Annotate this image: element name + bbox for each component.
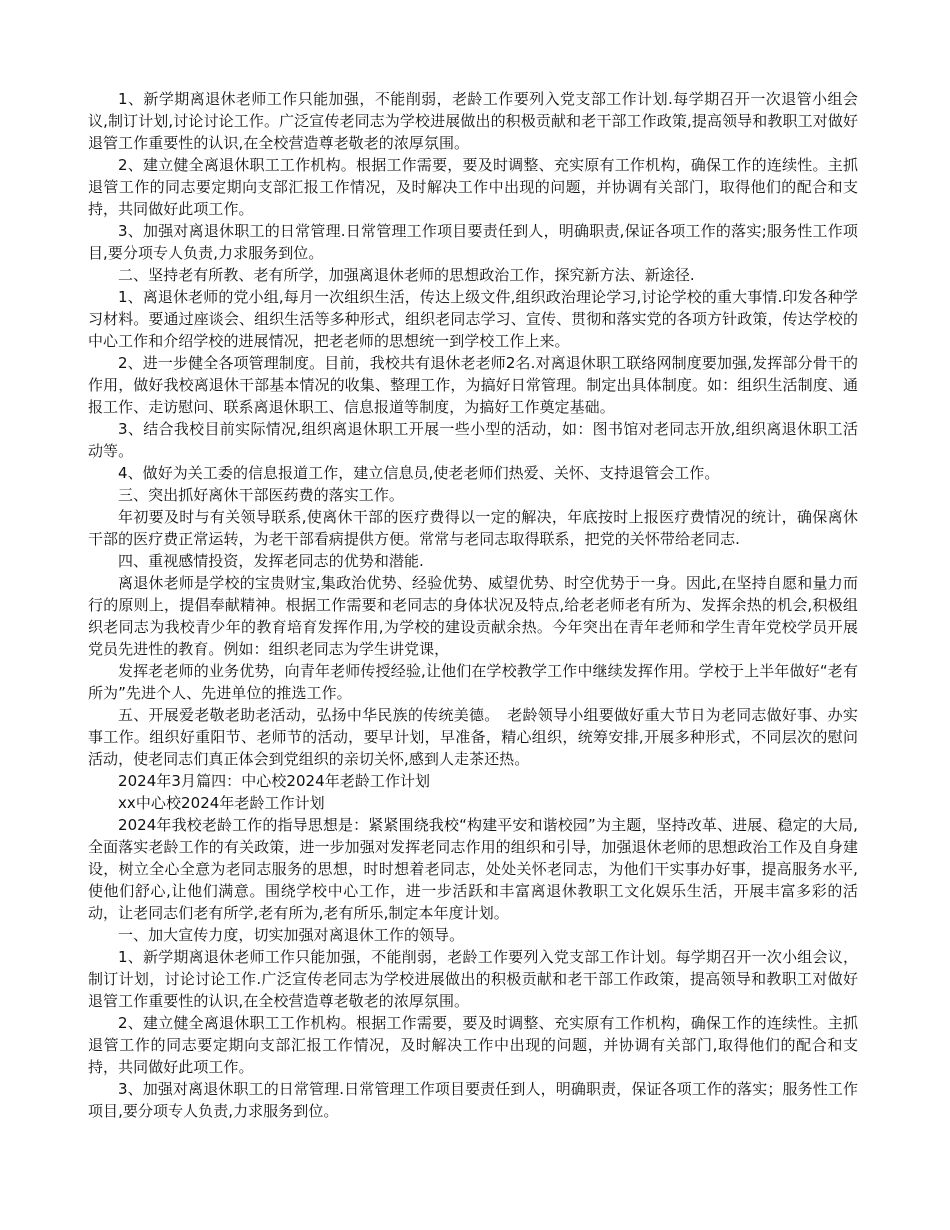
- paragraph-5: 1、离退休老师的党小组,每月一次组织生活，传达上级文件,组织政治理论学习,讨论学校的重大事情.印发各种学习材料。要通过座谈会、组织生活等多种形式，组织老同志学习、宣传、贯彻和落实党的各项方针政策，传达学校的中心工作和介绍学校的进展情况，把老老师的思想统一到学校工作上来。: [88, 288, 858, 350]
- paragraph-20: 2、建立健全离退休职工工作机构。根据工作需要，要及时调整、充实原有工作机构，确保工作的连续性。主抓退管工作的同志要定期向支部汇报工作情况，及时解决工作中出现的问题，并协调有关部门,取得他们的配合和支持，共同做好此项工作。: [88, 1014, 858, 1076]
- paragraph-14: 五、开展爱老敬老助老活动，弘扬中华民族的传统美德。 老龄领导小组要做好重大节日为老同志做好事、办实事工作。组织好重阳节、老师节的活动，要早计划，早准备，精心组织，统筹安排,开展多种形式，不同层次的慰问活动，使老同志们真正体会到党组织的亲切关怀,感到人走茶还热。: [88, 706, 858, 768]
- paragraph-12: 离退休老师是学校的宝贵财宝,集政治优势、经验优势、威望优势、时空优势于一身。因此,在坚持自愿和量力而行的原则上，提倡奉献精神。根据工作需要和老同志的身体状况及特点,给老老师老有所为、发挥余热的机会,积极组织老同志为我校青少年的教育培育发挥作用,为学校的建设贡献余热。今年突出在青年老师和学生青年党校学员开展党员先进性的教育。例如：组织老同志为学生讲党课，: [88, 574, 858, 658]
- section-heading-4: 四、重视感情投资，发挥老同志的优势和潜能.: [118, 552, 424, 570]
- paragraph-3: 3、加强对离退休职工的日常管理.日常管理工作项目要责任到人，明确职责,保证各项工作的落实;服务性工作项目,要分项专人负责,力求服务到位。: [88, 222, 858, 262]
- paragraph-21: 3、加强对离退休职工的日常管理.日常管理工作项目要责任到人，明确职责，保证各项工作的落实；服务性工作项目,要分项专人负责,力求服务到位。: [88, 1080, 858, 1120]
- paragraph-1: 1、新学期离退休老师工作只能加强，不能削弱，老龄工作要列入党支部工作计划.每学期召开一次退管小组会议,制订计划,讨论讨论工作。广泛宣传老同志为学校进展做出的积极贡献和老干部工作政策,提高领导和教职工对做好退管工作重要性的认识,在全校营造尊老敬老的浓厚氛围。: [88, 90, 858, 152]
- paragraph-13: 发挥老老师的业务优势，向青年老师传授经验,让他们在学校教学工作中继续发挥作用。学校于上半年做好“老有所为”先进个人、先进单位的推选工作。: [88, 662, 858, 702]
- paragraph-2: 2、建立健全离退休职工工作机构。根据工作需要，要及时调整、充实原有工作机构，确保工作的连续性。主抓退管工作的同志要定期向支部汇报工作情况，及时解决工作中出现的问题，并协调有关部门，取得他们的配合和支持，共同做好此项工作。: [88, 156, 858, 218]
- section-heading-2: 二、坚持老有所教、老有所学，加强离退休老师的思想政治工作，探究新方法、新途径.: [118, 266, 695, 284]
- paragraph-19: 1、新学期离退休老师工作只能加强，不能削弱，老龄工作要列入党支部工作计划。每学期召开一次小组会议，制订计划，讨论讨论工作.广泛宣传老同志为学校进展做出的积极贡献和老干部工作政策，提高领导和教职工对做好退管工作重要性的认识,在全校营造尊老敬老的浓厚氛围。: [88, 948, 858, 1010]
- paragraph-7: 3、结合我校目前实际情况,组织离退休职工开展一些小型的活动，如：图书馆对老同志开放,组织离退休职工活动等。: [88, 420, 858, 460]
- paragraph-6: 2、进一步健全各项管理制度。目前，我校共有退休老老师2名.对离退休职工联络网制度要加强,发挥部分骨干的作用，做好我校离退休干部基本情况的收集、整理工作，为搞好日常管理。制定出具体制度。如：组织生活制度、通报工作、走访慰问、联系离退休职工、信息报道等制度，为搞好工作奠定基础。: [88, 354, 858, 416]
- paragraph-17: 2024年我校老龄工作的指导思想是：紧紧围绕我校“构建平安和谐校园”为主题，坚持改革、进展、稳定的大局,全面落实老龄工作的有关政策，进一步加强对发挥老同志作用的组织和引导，加强退休老师的思想政治工作及自身建设，树立全心全意为老同志服务的思想，时时想着老同志，处处关怀老同志，为他们干实事办好事，提高服务水平,使他们舒心,让他们满意。围绕学校中心工作，进一步活跃和丰富离退休教职工文化娱乐生活，开展丰富多彩的活动，让老同志们老有所学,老有所为,老有所乐,制定本年度计划。: [88, 816, 858, 922]
- paragraph-10: 年初要及时与有关领导联系,使离休干部的医疗费得以一定的解决，年底按时上报医疗费情况的统计，确保离休干部的医疗费正常运转，为老干部看病提供方便。常常与老同志取得联系，把党的关怀带给老同志.: [88, 508, 858, 548]
- plan-title: xx中心校2024年老龄工作计划: [118, 794, 325, 812]
- section-heading-3: 三、突出抓好离休干部医药费的落实工作。: [118, 486, 404, 504]
- section-heading-1: 一、加大宣传力度，切实加强对离退休工作的领导。: [118, 926, 465, 944]
- paragraph-8: 4、做好为关工委的信息报道工作，建立信息员,使老老师们热爱、关怀、支持退管会工作。: [118, 464, 720, 482]
- part-title: 2024年3月篇四：中心校2024年老龄工作计划: [118, 772, 431, 790]
